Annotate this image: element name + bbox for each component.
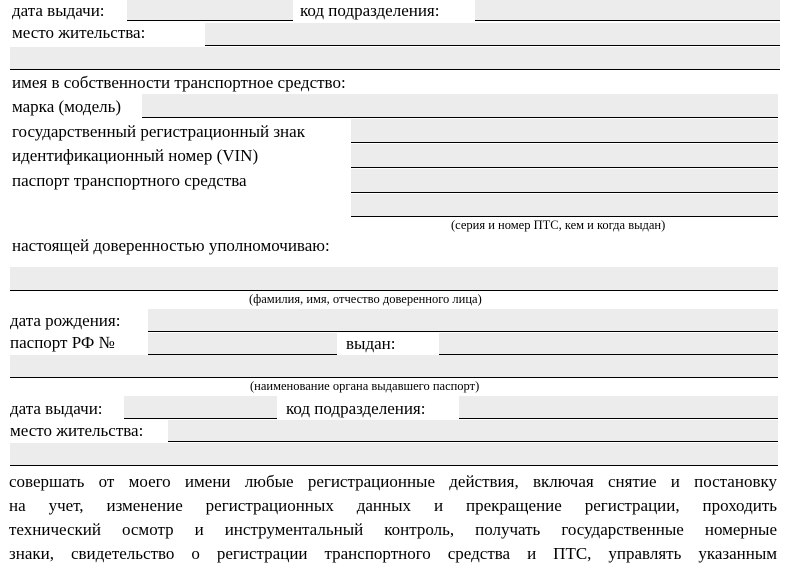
reg-sign-label: государственный регистрационный знак xyxy=(12,122,305,141)
residence-field-2[interactable] xyxy=(10,47,780,70)
pts-caption: (серия и номер ПТС, кем и когда выдан) xyxy=(451,218,666,232)
powers-line: совершать от моего имени любые регистрационные действия, включая снятие и постановку xyxy=(9,472,777,491)
powers-line: знаки, свидетельство о регистрации транспортного средства и ПТС, управлять указанным xyxy=(9,544,777,563)
make-label: марка (модель) xyxy=(12,97,122,116)
passport-number-field[interactable] xyxy=(148,333,337,355)
issuer-caption: (наименование органа выдавшего паспорт) xyxy=(250,379,480,393)
powers-line: технический осмотр и инструментальный контроль, получать государственные номерные xyxy=(9,520,777,539)
trustee-issue-date-field[interactable] xyxy=(124,396,277,419)
make-field[interactable] xyxy=(142,94,778,118)
trustee-division-code-field[interactable] xyxy=(459,396,778,419)
passport-issuer-field[interactable] xyxy=(10,355,778,378)
vin-label: идентификационный номер (VIN) xyxy=(12,146,259,165)
powers-line: на учет, изменение регистрационных данных и прекращение регистрации, проходить xyxy=(9,496,777,515)
vehicle-owned-label: имея в собственности транспортное средство: xyxy=(12,73,346,92)
trustee-division-code-label: код подразделения: xyxy=(286,399,426,418)
residence-field[interactable] xyxy=(205,23,780,46)
division-code-field[interactable] xyxy=(475,0,780,21)
trustee-issue-date-label: дата выдачи: xyxy=(10,399,103,418)
reg-sign-field[interactable] xyxy=(351,119,778,143)
trustee-residence-label: место жительства: xyxy=(10,421,144,440)
trustee-residence-field[interactable] xyxy=(168,420,778,442)
residence-label: место жительства: xyxy=(12,23,146,42)
birth-date-field[interactable] xyxy=(148,309,778,332)
authorize-label: настоящей доверенностью уполномочиваю: xyxy=(12,236,330,255)
pts-field-2[interactable] xyxy=(351,194,778,217)
pts-label: паспорт транспортного средства xyxy=(12,171,247,190)
trustee-name-field[interactable] xyxy=(10,267,778,291)
division-code-label: код подразделения: xyxy=(300,1,440,20)
issue-date-field[interactable] xyxy=(127,0,293,21)
trustee-residence-field-2[interactable] xyxy=(10,443,778,466)
powers-paragraph xyxy=(9,470,777,566)
passport-label: паспорт РФ № xyxy=(10,333,115,352)
passport-issued-label: выдан: xyxy=(346,334,396,353)
pts-field[interactable] xyxy=(351,169,778,193)
birth-date-label: дата рождения: xyxy=(10,311,121,330)
trustee-name-caption: (фамилия, имя, отчество доверенного лица) xyxy=(249,292,482,306)
issue-date-label: дата выдачи: xyxy=(12,1,105,20)
vin-field[interactable] xyxy=(351,144,778,168)
passport-issued-field[interactable] xyxy=(439,333,778,355)
